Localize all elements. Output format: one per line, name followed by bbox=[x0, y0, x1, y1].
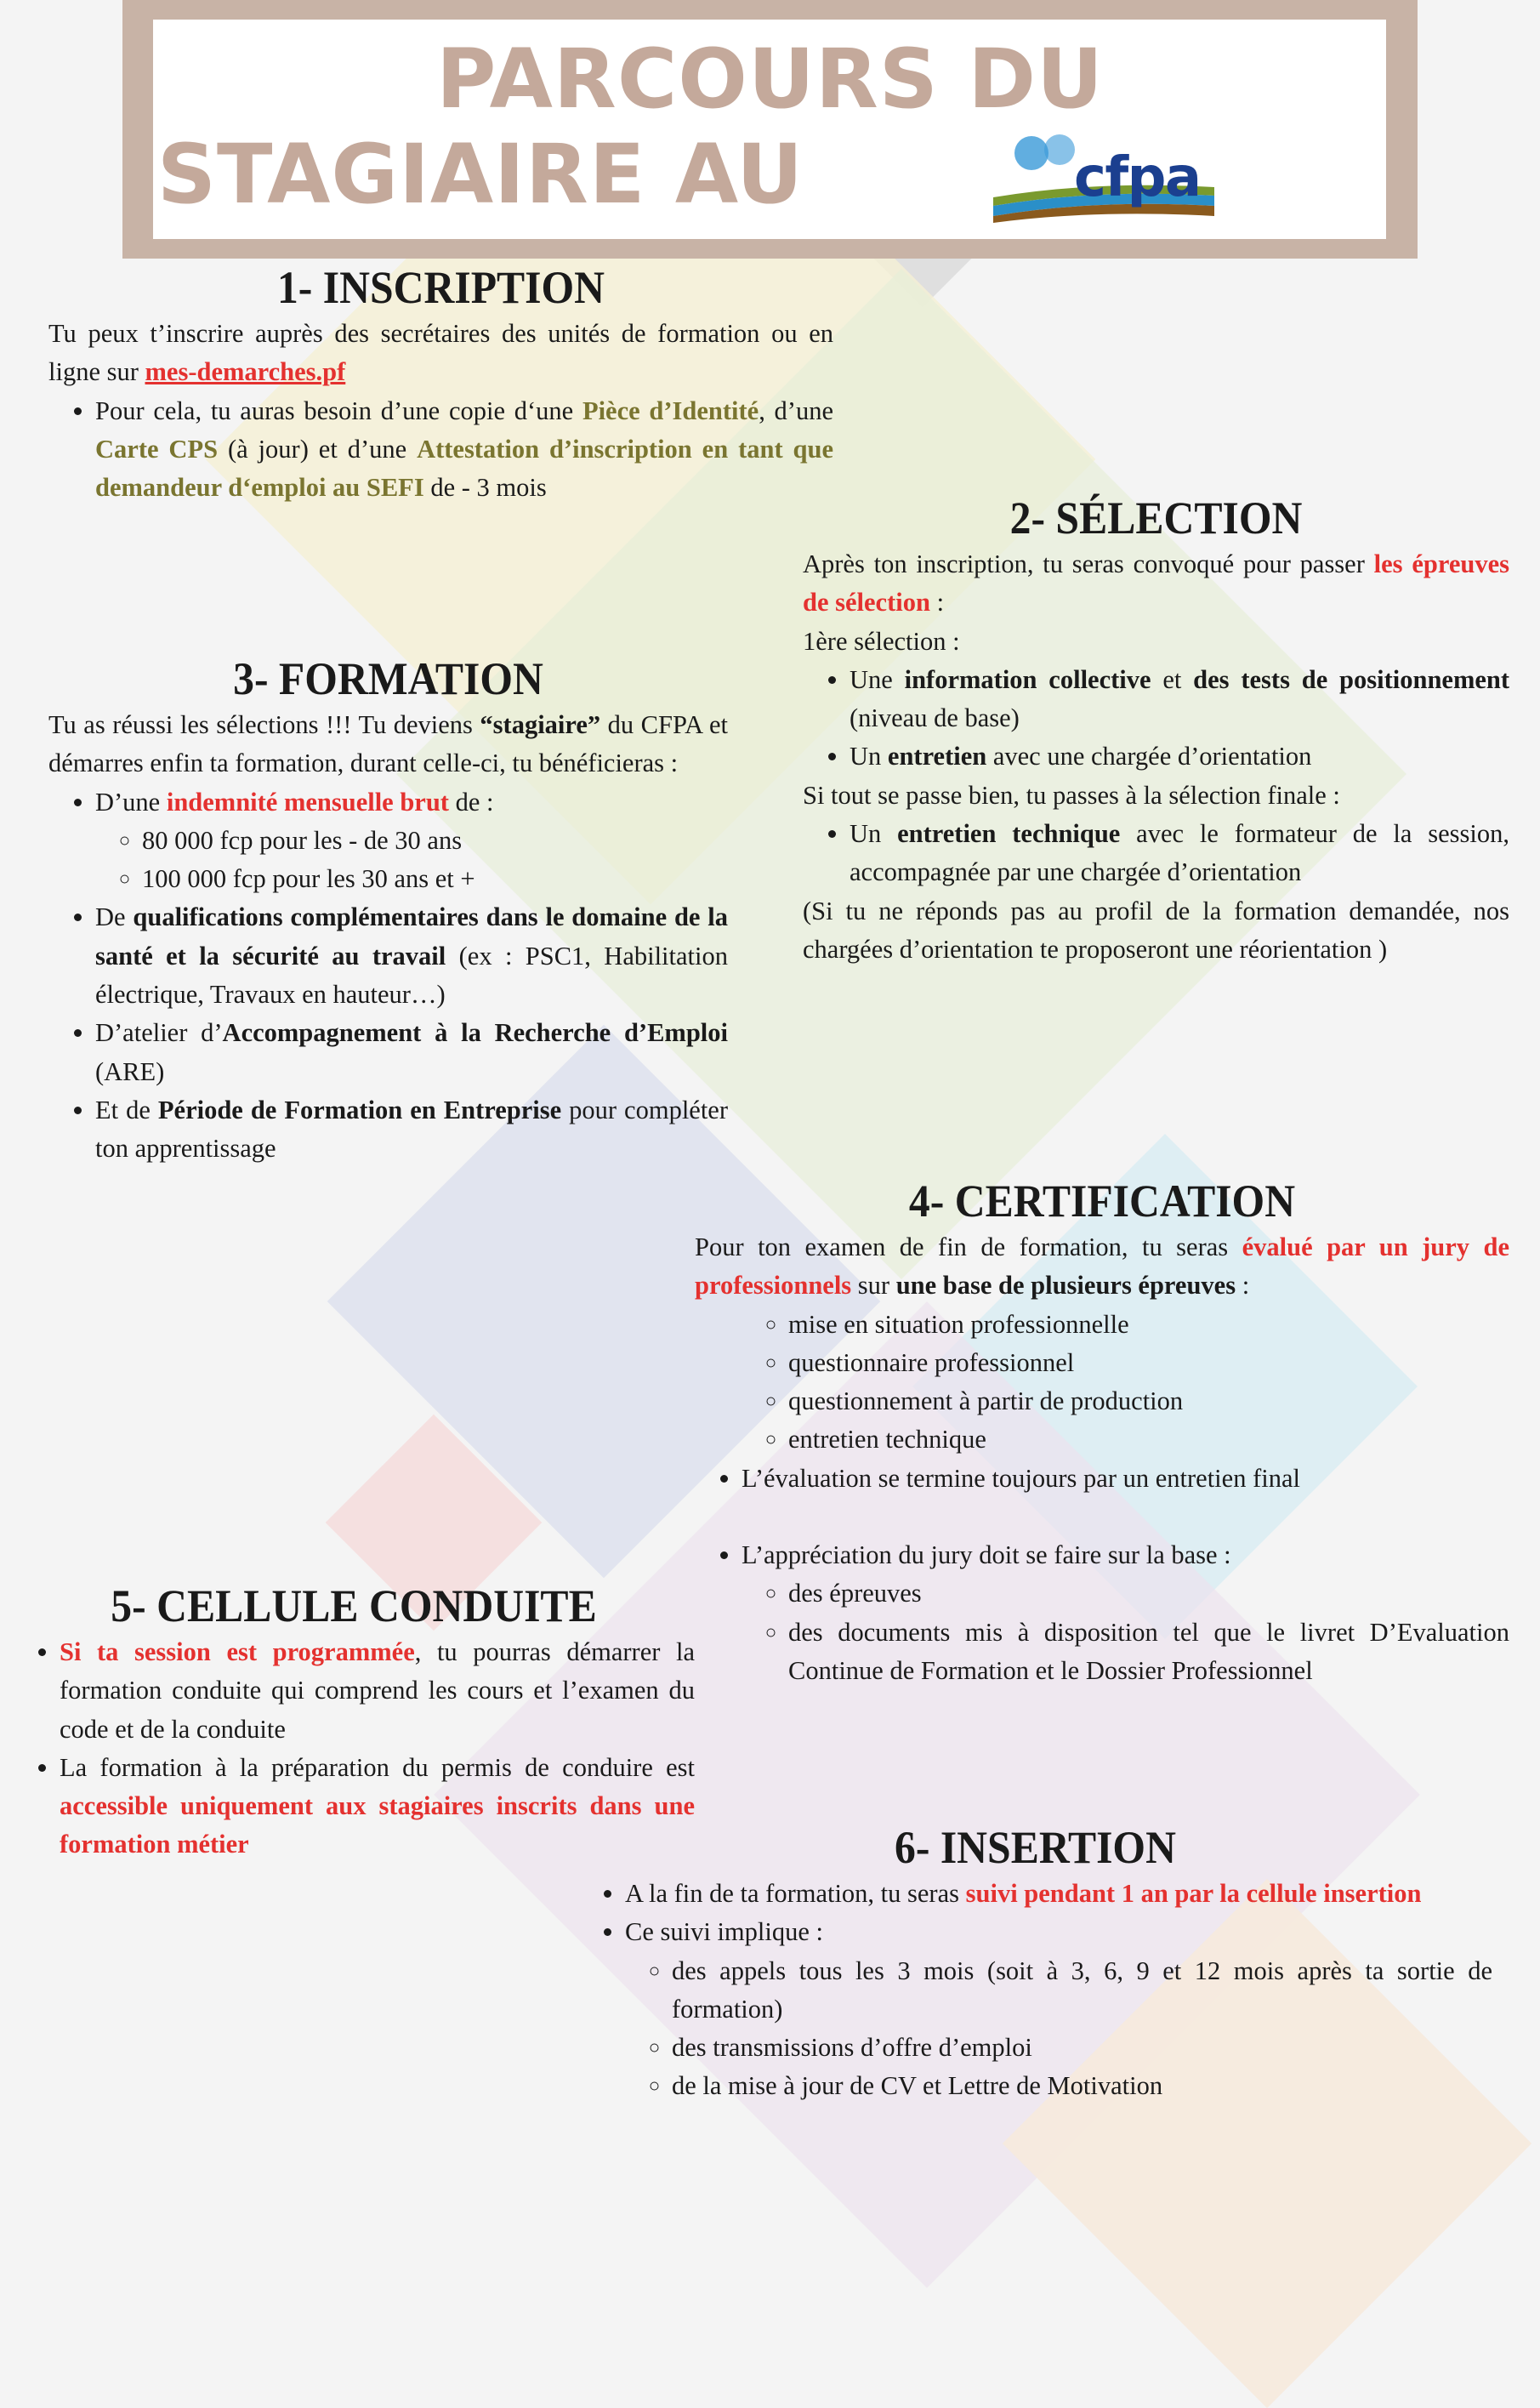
text: Et de bbox=[95, 1095, 158, 1124]
text: des transmissions d’offre d’emploi bbox=[672, 2033, 1032, 2063]
section-title: 3- FORMATION bbox=[233, 653, 543, 704]
text: du CFPA et démarres enfin ta formation, durant celle-ci, tu bénéficieras : bbox=[48, 710, 728, 778]
emphasis-text: Si ta session est programmée bbox=[60, 1637, 415, 1666]
emphasis-text: qualifications complémentaires dans le domaine de la santé et la sécurité au travail bbox=[95, 902, 728, 971]
text: Tu as réussi les sélections !!! Tu deviens bbox=[48, 710, 480, 739]
emphasis-text: Attestation d’inscription en tant que demandeur d‘emploi au SEFI bbox=[95, 434, 833, 503]
emphasis-text: entretien bbox=[887, 742, 987, 771]
text: mise en situation professionnelle bbox=[788, 1309, 1129, 1339]
text: , tu pourras démarrer la formation conduite qui comprend les cours et l’examen du code et de la conduite bbox=[60, 1637, 695, 1744]
section-title: 4- CERTIFICATION bbox=[908, 1176, 1296, 1227]
text: 80 000 fcp pour les - de 30 ans bbox=[142, 825, 463, 855]
emphasis-text: accessible uniquement aux stagiaires inscrits dans une formation métier bbox=[60, 1791, 695, 1859]
bullet-list bbox=[578, 1875, 1492, 2106]
paragraph bbox=[48, 315, 833, 392]
text: avec le formateur de la session, accompagnée par une chargée d’orientation bbox=[850, 819, 1509, 887]
text: de - 3 mois bbox=[423, 473, 547, 503]
text: questionnaire professionnel bbox=[788, 1347, 1075, 1377]
text: : bbox=[1236, 1271, 1250, 1301]
text: (Si tu ne réponds pas au profil de la formation demandée, nos chargées d’orientation te proposeront une réorientation ) bbox=[803, 896, 1509, 964]
section-selection bbox=[803, 491, 1509, 969]
sub-list-item bbox=[672, 2067, 1492, 2105]
section-body bbox=[578, 1875, 1492, 2106]
sub-list-item bbox=[672, 2029, 1492, 2067]
link-mes-demarches[interactable]: mes-demarches.pf bbox=[145, 357, 346, 387]
text: des appels tous les 3 mois (soit à 3, 6, 9 et 12 mois après ta sortie de formation) bbox=[672, 1955, 1492, 2024]
spacer bbox=[695, 1498, 1509, 1536]
text: Une bbox=[850, 664, 905, 694]
list-item bbox=[95, 783, 728, 899]
text: De bbox=[95, 902, 134, 932]
section-title: 5- CELLULE CONDUITE bbox=[111, 1580, 597, 1631]
paragraph bbox=[803, 777, 1509, 815]
text: Tu peux t’inscrire auprès des secrétaires des unités de formation ou en ligne sur bbox=[48, 319, 833, 387]
text: La formation à la préparation du permis de conduire est bbox=[60, 1752, 695, 1782]
text: Pour ton examen de fin de formation, tu seras bbox=[695, 1232, 1242, 1261]
emphasis-text: “stagiaire” bbox=[480, 710, 601, 739]
section-body bbox=[48, 706, 728, 1169]
emphasis-text: indemnité mensuelle brut bbox=[166, 787, 449, 817]
text: Ce suivi implique : bbox=[625, 1917, 823, 1947]
emphasis-text: les épreuves de sélection bbox=[803, 549, 1509, 618]
sub-list-item bbox=[788, 1306, 1509, 1344]
text: entretien technique bbox=[788, 1425, 986, 1454]
section-body bbox=[803, 545, 1509, 969]
text: D’atelier d’ bbox=[95, 1018, 223, 1048]
text: , d’une bbox=[759, 396, 834, 425]
text: : bbox=[929, 588, 945, 618]
emphasis-text: des tests de positionnement bbox=[1193, 664, 1510, 694]
section-body bbox=[48, 315, 833, 507]
text: A la fin de ta formation, tu seras bbox=[625, 1879, 966, 1908]
sub-list-item bbox=[142, 860, 728, 898]
text: de la mise à jour de CV et Lettre de Motivation bbox=[672, 2071, 1163, 2101]
text: 1ère sélection : bbox=[803, 626, 960, 656]
text: Un bbox=[850, 819, 898, 849]
emphasis-text: Pièce d’Identité bbox=[582, 396, 759, 425]
cfpa-logo bbox=[993, 128, 1214, 223]
text: des documents mis à disposition tel que le livret D’Evaluation Continue de Formation et le Dossier Professionnel bbox=[788, 1617, 1509, 1685]
paragraph bbox=[695, 1228, 1509, 1306]
text: pour compléter ton apprentissage bbox=[95, 1095, 728, 1164]
sub-list-item bbox=[788, 1382, 1509, 1420]
bullet-list bbox=[48, 783, 728, 1169]
text: L’évaluation se termine toujours par un entretien final bbox=[742, 1463, 1300, 1493]
text: sur bbox=[851, 1271, 896, 1301]
sub-list-item bbox=[788, 1344, 1509, 1382]
title-line-2: STAGIAIRE AU bbox=[156, 127, 804, 222]
text: Si tout se passe bien, tu passes à la sélection finale : bbox=[803, 780, 1340, 810]
section-inscription bbox=[48, 260, 833, 507]
sub-bullet-list bbox=[742, 1574, 1509, 1690]
svg-text:cfpa: cfpa bbox=[1074, 146, 1202, 209]
emphasis-text: Carte CPS bbox=[95, 434, 219, 464]
paragraph bbox=[48, 706, 728, 783]
paragraph bbox=[803, 892, 1509, 970]
emphasis-text: information collective bbox=[904, 664, 1151, 694]
paragraph bbox=[803, 545, 1509, 623]
emphasis-text: suivi pendant 1 an par la cellule insertion bbox=[965, 1879, 1422, 1908]
list-item bbox=[850, 661, 1509, 738]
text: des épreuves bbox=[788, 1579, 922, 1608]
list-item bbox=[850, 737, 1509, 776]
text: Après ton inscription, tu seras convoqué pour passer bbox=[803, 549, 1374, 578]
bullet-list bbox=[695, 1460, 1509, 1498]
sub-list-item bbox=[788, 1614, 1509, 1691]
emphasis-text: évalué par un jury de professionnels bbox=[695, 1232, 1509, 1301]
list-item bbox=[95, 898, 728, 1014]
text: questionnement à partir de production bbox=[788, 1386, 1184, 1416]
text: L’appréciation du jury doit se faire sur la base : bbox=[742, 1540, 1231, 1570]
sub-bullet-list bbox=[95, 822, 728, 899]
text: avec une chargée d’orientation bbox=[986, 742, 1312, 771]
text: (ex : PSC1, Habilitation électrique, Travaux en hauteur…) bbox=[95, 941, 728, 1010]
sub-bullet-list bbox=[625, 1952, 1492, 2106]
list-item bbox=[60, 1633, 695, 1749]
emphasis-text: entretien technique bbox=[897, 819, 1121, 849]
text: (niveau de base) bbox=[850, 703, 1020, 733]
sub-list-item bbox=[788, 1574, 1509, 1613]
text: 100 000 fcp pour les 30 ans et + bbox=[142, 864, 475, 894]
list-item bbox=[742, 1460, 1509, 1498]
text: (ARE) bbox=[95, 1056, 165, 1086]
bullet-list bbox=[803, 661, 1509, 777]
bullet-list bbox=[48, 392, 833, 508]
text: D’une bbox=[95, 787, 167, 817]
list-item bbox=[95, 392, 833, 508]
section-insertion bbox=[578, 1820, 1492, 2106]
text: de : bbox=[448, 787, 494, 817]
paragraph bbox=[803, 623, 1509, 661]
list-item bbox=[850, 815, 1509, 892]
section-title: 1- INSCRIPTION bbox=[276, 262, 605, 313]
section-title: 2- SÉLECTION bbox=[1009, 492, 1303, 544]
sub-list-item bbox=[142, 822, 728, 860]
list-item bbox=[742, 1536, 1509, 1690]
list-item bbox=[95, 1091, 728, 1169]
emphasis-text: une base de plusieurs épreuves bbox=[895, 1271, 1236, 1301]
section-title: 6- INSERTION bbox=[895, 1822, 1176, 1873]
emphasis-text: Accompagnement à la Recherche d’Emploi bbox=[222, 1018, 728, 1048]
sub-bullet-list bbox=[742, 1306, 1509, 1460]
text: Pour cela, tu auras besoin d’une copie d‘une bbox=[95, 396, 582, 425]
list-item bbox=[625, 1875, 1492, 1913]
bullet-list bbox=[803, 815, 1509, 892]
sub-list-item bbox=[788, 1420, 1509, 1459]
section-formation bbox=[48, 652, 728, 1169]
bullet-list bbox=[695, 1536, 1509, 1690]
text: et bbox=[1151, 664, 1194, 694]
text: (à jour) et d’une bbox=[218, 434, 418, 464]
sub-list-item bbox=[672, 1952, 1492, 2029]
text: Un bbox=[850, 742, 888, 771]
section-body bbox=[695, 1228, 1509, 1690]
emphasis-text: Période de Formation en Entreprise bbox=[157, 1095, 562, 1124]
section-certification bbox=[695, 1174, 1509, 1690]
bullet-list bbox=[695, 1306, 1509, 1460]
title-line-1: PARCOURS DU bbox=[436, 31, 1104, 127]
list-item bbox=[95, 1014, 728, 1091]
list-item bbox=[625, 1913, 1492, 2105]
